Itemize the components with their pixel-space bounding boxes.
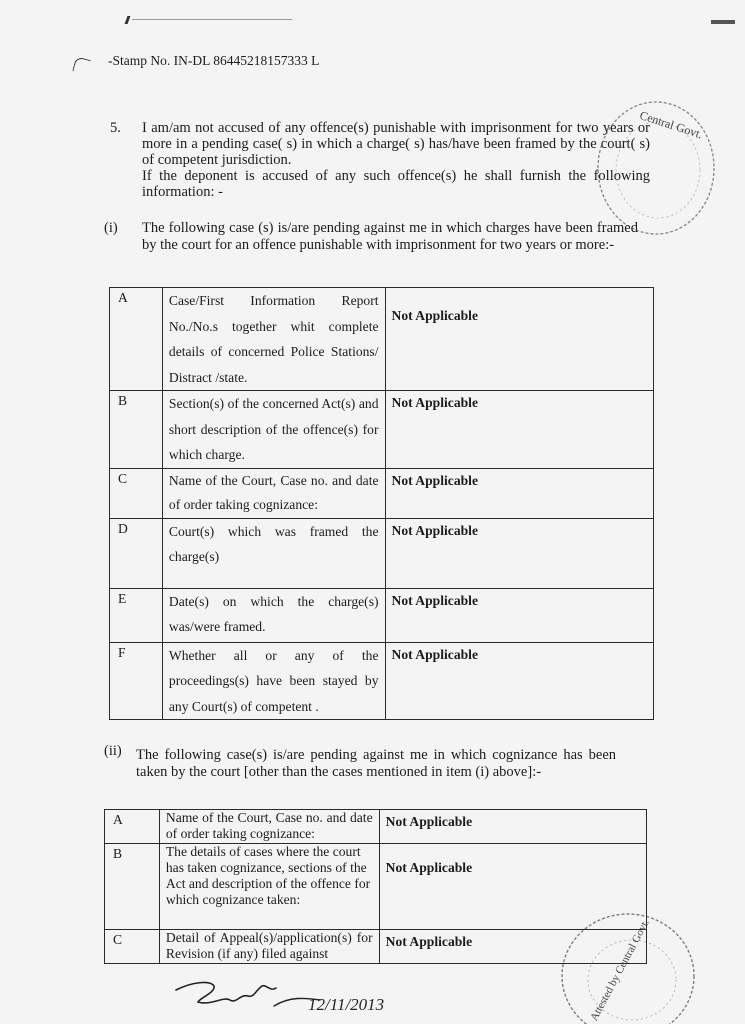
row-letter: A xyxy=(105,810,160,844)
table-row xyxy=(110,588,654,642)
official-seal-bottom xyxy=(556,908,706,1024)
corner-scan-mark xyxy=(711,20,735,24)
row-description: Detail of Appeal(s)/application(s) for Revision (if any) filed against xyxy=(159,930,379,964)
row-letter: C xyxy=(110,468,163,518)
table-row xyxy=(105,810,647,844)
seal-text-bottom: Attested by Central Govt. xyxy=(588,917,652,1023)
official-seal-top xyxy=(592,96,724,244)
signature-date: 12/11/2013 xyxy=(308,995,385,1014)
row-description: Section(s) of the concerned Act(s) and short description of the offence(s) for which charge. xyxy=(162,391,385,469)
paragraph-5-line2: If the deponent is accused of any such offence(s) he shall furnish the following information: - xyxy=(142,168,650,200)
row-description: Name of the Court, Case no. and date of order taking cognizance: xyxy=(159,810,379,844)
row-value: Not Applicable xyxy=(379,810,646,844)
row-letter: B xyxy=(110,391,163,469)
row-value: Not Applicable xyxy=(385,288,653,391)
row-value: Not Applicable xyxy=(379,844,646,930)
row-letter: B xyxy=(105,844,160,930)
stamp-number: -Stamp No. IN-DL 86445218157333 L xyxy=(108,53,320,68)
row-description: Name of the Court, Case no. and date of order taking cognizance: xyxy=(162,468,385,518)
row-letter: C xyxy=(105,930,160,964)
punch-hole-mark xyxy=(72,56,90,74)
seal-text-top: Central Govt. xyxy=(637,107,705,142)
paragraph-5-line1: I am/am not accused of any offence(s) punishable with imprisonment for two years or more in a pending case( s) in which a charge( s) has/have been framed by the court( s) of competent jurisdiction. xyxy=(142,120,650,168)
row-letter: F xyxy=(110,642,163,720)
section-ii-number: (ii) xyxy=(104,743,122,759)
row-description: Court(s) which was framed the charge(s) xyxy=(162,518,385,588)
row-value: Not Applicable xyxy=(385,468,653,518)
row-value: Not Applicable xyxy=(385,518,653,588)
row-value: Not Applicable xyxy=(385,642,653,720)
table-row xyxy=(110,391,654,469)
row-description: Whether all or any of the proceedings(s) have been stayed by any Court(s) of competent . xyxy=(162,642,385,720)
row-letter: A xyxy=(110,288,163,391)
section-i-table xyxy=(109,287,654,720)
paragraph-5-number: 5. xyxy=(110,120,121,136)
top-scan-mark xyxy=(120,16,300,24)
table-row xyxy=(110,468,654,518)
handwritten-signature xyxy=(170,972,410,1016)
table-row xyxy=(110,642,654,720)
row-letter: E xyxy=(110,588,163,642)
section-i-text: The following case (s) is/are pending against me in which charges have been framed by the court for an offence punishable with imprisonment for two years or more:- xyxy=(142,220,638,253)
row-letter: D xyxy=(110,518,163,588)
section-ii-text: The following case(s) is/are pending against me in which cognizance has been taken by the court [other than the cases mentioned in item (i) above]:- xyxy=(136,747,616,780)
table-row xyxy=(110,518,654,588)
row-description: Date(s) on which the charge(s) was/were framed. xyxy=(162,588,385,642)
row-description: The details of cases where the court has taken cognizance, sections of the Act and description of the offence for which cognizance taken: xyxy=(159,844,379,930)
row-value: Not Applicable xyxy=(385,588,653,642)
section-i-number: (i) xyxy=(104,220,118,236)
row-value: Not Applicable xyxy=(385,391,653,469)
table-row xyxy=(110,288,654,391)
row-value: Not Applicable xyxy=(379,930,646,964)
row-description: Case/First Information Report No./No.s together whit complete details of concerned Police Stations/ Distract /state. xyxy=(162,288,385,391)
paragraph-5 xyxy=(142,120,650,200)
